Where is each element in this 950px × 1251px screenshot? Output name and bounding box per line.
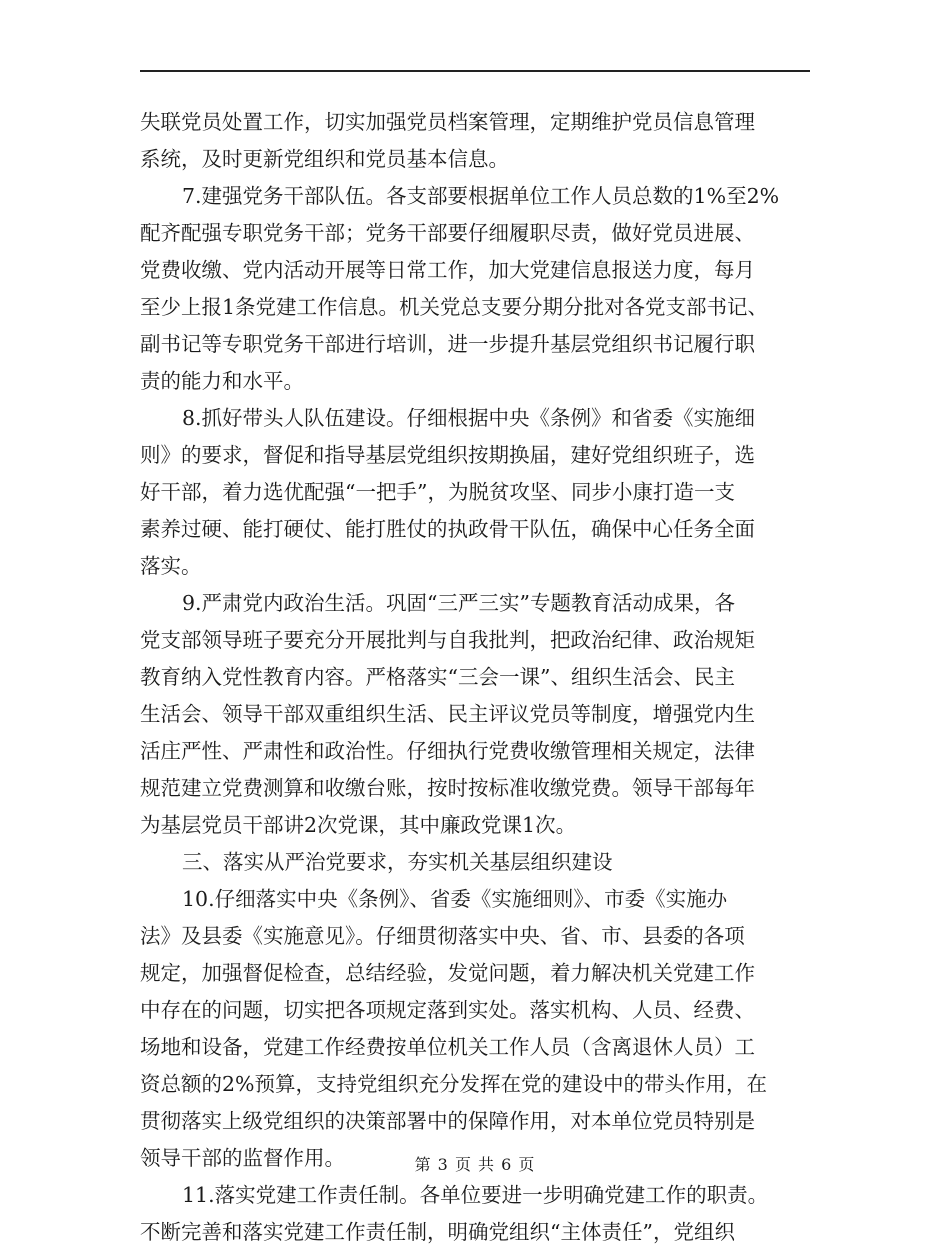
- text-line: 党支部领导班子要充分开展批判与自我批判，把政治纪律、政治规矩: [140, 628, 755, 652]
- body-text: [140, 104, 812, 1251]
- text-line: 为基层党员干部讲2次党课，其中廉政党课1次。: [140, 813, 577, 837]
- text-line: 场地和设备，党建工作经费按单位机关工作人员（含离退休人员）工: [140, 1035, 755, 1059]
- paragraph-heading-10: 10.仔细落实中央《条例》、省委《实施细则》、市委《实施办: [182, 887, 728, 911]
- text-line: 领导干部的监督作用。: [140, 1146, 345, 1170]
- paragraph-heading-8: 8.抓好带头人队伍建设。仔细根据中央《条例》和省委《实施细: [182, 406, 756, 430]
- text-line: 失联党员处置工作，切实加强党员档案管理，定期维护党员信息管理: [140, 110, 755, 134]
- text-line: 好干部，着力选优配强“一把手”，为脱贫攻坚、同步小康打造一支: [140, 480, 735, 504]
- text-line: 素养过硬、能打硬仗、能打胜仗的执政骨干队伍，确保中心任务全面: [140, 517, 755, 541]
- text-line: 不断完善和落实党建工作责任制，明确党组织“主体责任”，党组织: [140, 1220, 735, 1244]
- paragraph-heading-11: 11.落实党建工作责任制。各单位要进一步明确党建工作的职责。: [182, 1183, 769, 1207]
- section-heading-3: 三、落实从严治党要求，夯实机关基层组织建设: [182, 850, 613, 874]
- text-line: 至少上报1条党建工作信息。机关党总支要分期分批对各党支部书记、: [140, 295, 769, 319]
- page-number-footer: 第 3 页 共 6 页: [414, 1155, 536, 1174]
- text-line: 系统，及时更新党组织和党员基本信息。: [140, 147, 509, 171]
- text-line: 生活会、领导干部双重组织生活、民主评议党员等制度，增强党内生: [140, 702, 755, 726]
- text-line: 党费收缴、党内活动开展等日常工作，加大党建信息报送力度，每月: [140, 258, 755, 282]
- text-line: 则》的要求，督促和指导基层党组织按期换届，建好党组织班子，选: [140, 443, 755, 467]
- text-line: 贯彻落实上级党组织的决策部署中的保障作用，对本单位党员特别是: [140, 1109, 755, 1133]
- text-line: 副书记等专职党务干部进行培训，进一步提升基层党组织书记履行职: [140, 332, 755, 356]
- text-line: 责的能力和水平。: [140, 369, 304, 393]
- text-line: 配齐配强专职党务干部；党务干部要仔细履职尽责，做好党员进展、: [140, 221, 755, 245]
- text-line: 资总额的2%预算，支持党组织充分发挥在党的建设中的带头作用，在: [140, 1072, 768, 1096]
- paragraph-heading-9: 9.严肃党内政治生活。巩固“三严三实”专题教育活动成果，各: [182, 591, 736, 615]
- text-line: 落实。: [140, 554, 202, 578]
- text-line: 中存在的问题，切实把各项规定落到实处。落实机构、人员、经费、: [140, 998, 755, 1022]
- text-line: 规范建立党费测算和收缴台账，按时按标准收缴党费。领导干部每年: [140, 776, 755, 800]
- text-line: 规定，加强督促检查，总结经验，发觉问题，着力解决机关党建工作: [140, 961, 755, 985]
- text-line: 教育纳入党性教育内容。严格落实“三会一课”、组织生活会、民主: [140, 665, 735, 689]
- text-line: 活庄严性、严肃性和政治性。仔细执行党费收缴管理相关规定，法律: [140, 739, 755, 763]
- header-rule: [140, 70, 810, 72]
- paragraph-heading-7: 7.建强党务干部队伍。各支部要根据单位工作人员总数的1%至2%: [182, 184, 780, 208]
- text-line: 法》及县委《实施意见》。仔细贯彻落实中央、省、市、县委的各项: [140, 924, 745, 948]
